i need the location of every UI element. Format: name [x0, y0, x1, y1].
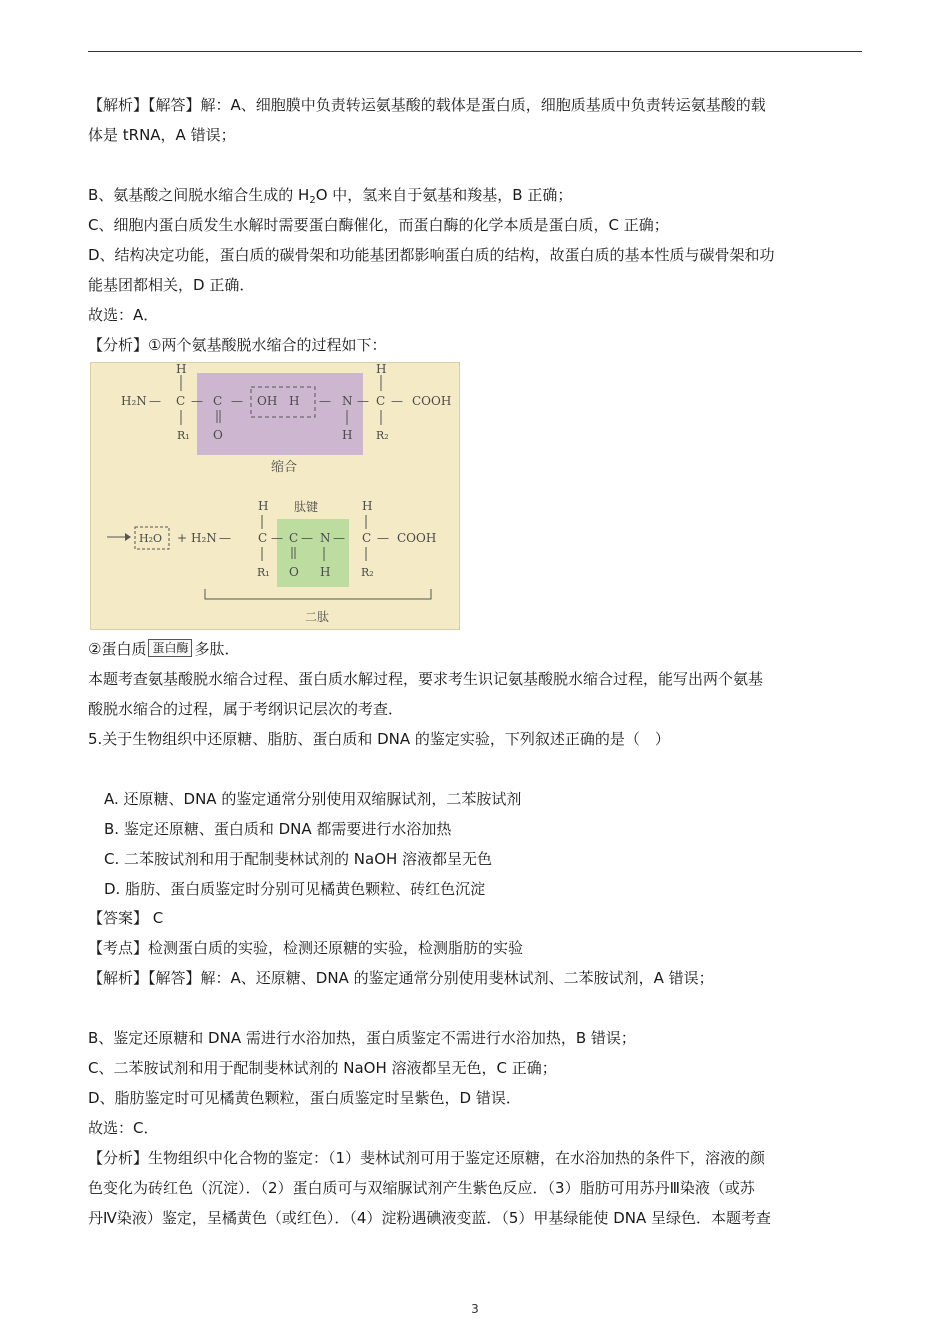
atom-label: C [258, 531, 268, 545]
atom-label: C [376, 394, 386, 408]
dehydration-condensation-figure [90, 362, 460, 630]
bond-dash: — [231, 394, 243, 408]
atom-label: H [320, 565, 331, 579]
solution-line-1: 【解析】【解答】解：A、还原糖、DNA 的鉴定通常分别使用斐林试剂、二苯胺试剂，A 错误； [88, 969, 714, 987]
atom-label: O [213, 428, 223, 442]
atom-label: N [320, 531, 331, 545]
solution-line-3: C、二苯胺试剂和用于配制斐林试剂的 NaOH 溶液都呈无色，C 正确； [88, 1059, 557, 1077]
bond-dash: — [357, 394, 369, 408]
kaodian-line: 【考点】检测蛋白质的实验，检测还原糖的实验，检测脂肪的实验 [88, 939, 524, 957]
analysis-line-4: C、细胞内蛋白质发生水解时需要蛋白酶催化，而蛋白酶的化学本质是蛋白质，C 正确； [88, 216, 669, 234]
option-a: A. 还原糖、DNA 的鉴定通常分别使用双缩脲试剂，二苯胺试剂 [104, 790, 522, 808]
subscript: 2 [309, 195, 316, 206]
choice-line: 故选：A． [88, 306, 159, 324]
option-c: C. 二苯胺试剂和用于配制斐林试剂的 NaOH 溶液都呈无色 [104, 850, 493, 868]
dipeptide-label: 二肽 [305, 610, 330, 624]
bond-dash: — [301, 531, 313, 545]
bond-dash: — [333, 531, 345, 545]
analysis-line-2: 体是 tRNA，A 错误； [88, 126, 236, 144]
reaction-diagram [91, 363, 459, 629]
analysis-2-line-3: 丹Ⅳ染液）鉴定，呈橘黄色（或红色）．（4）淀粉遇碘液变蓝．（5）甲基绿能使 DNA 呈绿色．本题考查 [88, 1209, 772, 1227]
header-rule [88, 51, 862, 52]
atom-label: R₁ [257, 566, 270, 579]
option-b: B. 鉴定还原糖、蛋白质和 DNA 都需要进行水浴加热 [104, 820, 452, 838]
atom-label: H [289, 394, 300, 408]
bond-dash: — [377, 531, 389, 545]
solution-line-4: D、脂肪鉴定时可见橘黄色颗粒，蛋白质鉴定时呈紫色，D 错误． [88, 1089, 521, 1107]
analysis-line-6: 能基团都相关，D 正确． [88, 276, 255, 294]
text: O 中，氢来自于氨基和羧基，B 正确； [315, 186, 573, 204]
bond-dash: — [219, 531, 231, 545]
water-label: H₂O [139, 532, 163, 545]
arrow-head [125, 533, 131, 541]
atom-label: H [176, 363, 187, 376]
analysis-summary-2: 酸脱水缩合的过程，属于考纲识记层次的考查． [88, 700, 404, 718]
atom-label: H [258, 499, 269, 513]
plus-sign: + [177, 531, 188, 545]
bond-dash: — [319, 394, 331, 408]
page-number: 3 [471, 1302, 479, 1316]
bond-dash: — [391, 394, 403, 408]
atom-label: C [289, 531, 299, 545]
atom-label: C [176, 394, 186, 408]
reaction-highlight [197, 373, 363, 455]
analysis-line-5: D、结构决定功能，蛋白质的碳骨架和功能基团都影响蛋白质的结构，故蛋白质的基本性质与碳骨架和功 [88, 246, 775, 264]
solution-line-2: B、鉴定还原糖和 DNA 需进行水浴加热，蛋白质鉴定不需进行水浴加热，B 错误； [88, 1029, 636, 1047]
atom-label: R₂ [361, 566, 374, 579]
solution-choice: 故选：C． [88, 1119, 159, 1137]
condense-label: 缩合 [271, 460, 298, 475]
atom-label: H [376, 363, 387, 376]
question-5: 5.关于生物组织中还原糖、脂肪、蛋白质和 DNA 的鉴定实验，下列叙述正确的是（ ） [88, 730, 670, 748]
atom-label: O [289, 565, 299, 579]
text: ②蛋白质 [88, 640, 147, 658]
atom-label: H₂N [121, 394, 147, 408]
analysis-line-1: 【解析】【解答】解：A、细胞膜中负责转运氨基酸的载体是蛋白质，细胞质基质中负责转运氨基酸的载 [88, 96, 766, 114]
bond-dash: — [149, 394, 161, 408]
atom-label: H₂N [191, 531, 217, 545]
protease-line [88, 638, 239, 660]
atom-label: H [362, 499, 373, 513]
peptide-bond-label: 肽键 [294, 500, 319, 514]
text: 多肽． [194, 640, 240, 658]
analysis-2-line-2: 色变化为砖红色（沉淀）．（2）蛋白质可与双缩脲试剂产生紫色反应．（3）脂肪可用苏丹Ⅲ染液（或苏 [88, 1179, 755, 1197]
protease-arrow-label: 蛋白酶 [148, 639, 192, 657]
atom-label: N [342, 394, 353, 408]
atom-label: R₂ [376, 429, 389, 442]
option-d: D. 脂肪、蛋白质鉴定时分别可见橘黄色颗粒、砖红色沉淀 [104, 880, 486, 898]
atom-label: C [362, 531, 372, 545]
bond-dash: — [191, 394, 203, 408]
bond-dash: — [271, 531, 283, 545]
dipeptide-bracket [205, 589, 431, 599]
atom-label: COOH [397, 531, 437, 545]
atom-label: H [342, 428, 353, 442]
atom-label: C [213, 394, 223, 408]
analysis-summary-1: 本题考查氨基酸脱水缩合过程、蛋白质水解过程，要求考生识记氨基酸脱水缩合过程，能写出两个氨基 [88, 670, 764, 688]
analysis-heading: 【分析】①两个氨基酸脱水缩合的过程如下： [88, 336, 387, 354]
atom-label: R₁ [177, 429, 190, 442]
analysis-line-3 [88, 184, 572, 206]
analysis-2-line-1: 【分析】生物组织中化合物的鉴定：（1）斐林试剂可用于鉴定还原糖，在水浴加热的条件下，溶液的颜 [88, 1149, 766, 1167]
atom-label: COOH [412, 394, 452, 408]
peptide-bond-highlight [277, 519, 349, 587]
text: B、氨基酸之间脱水缩合生成的 H [88, 186, 310, 204]
atom-label: OH [257, 394, 278, 408]
answer-line: 【答案】 C [88, 909, 164, 927]
